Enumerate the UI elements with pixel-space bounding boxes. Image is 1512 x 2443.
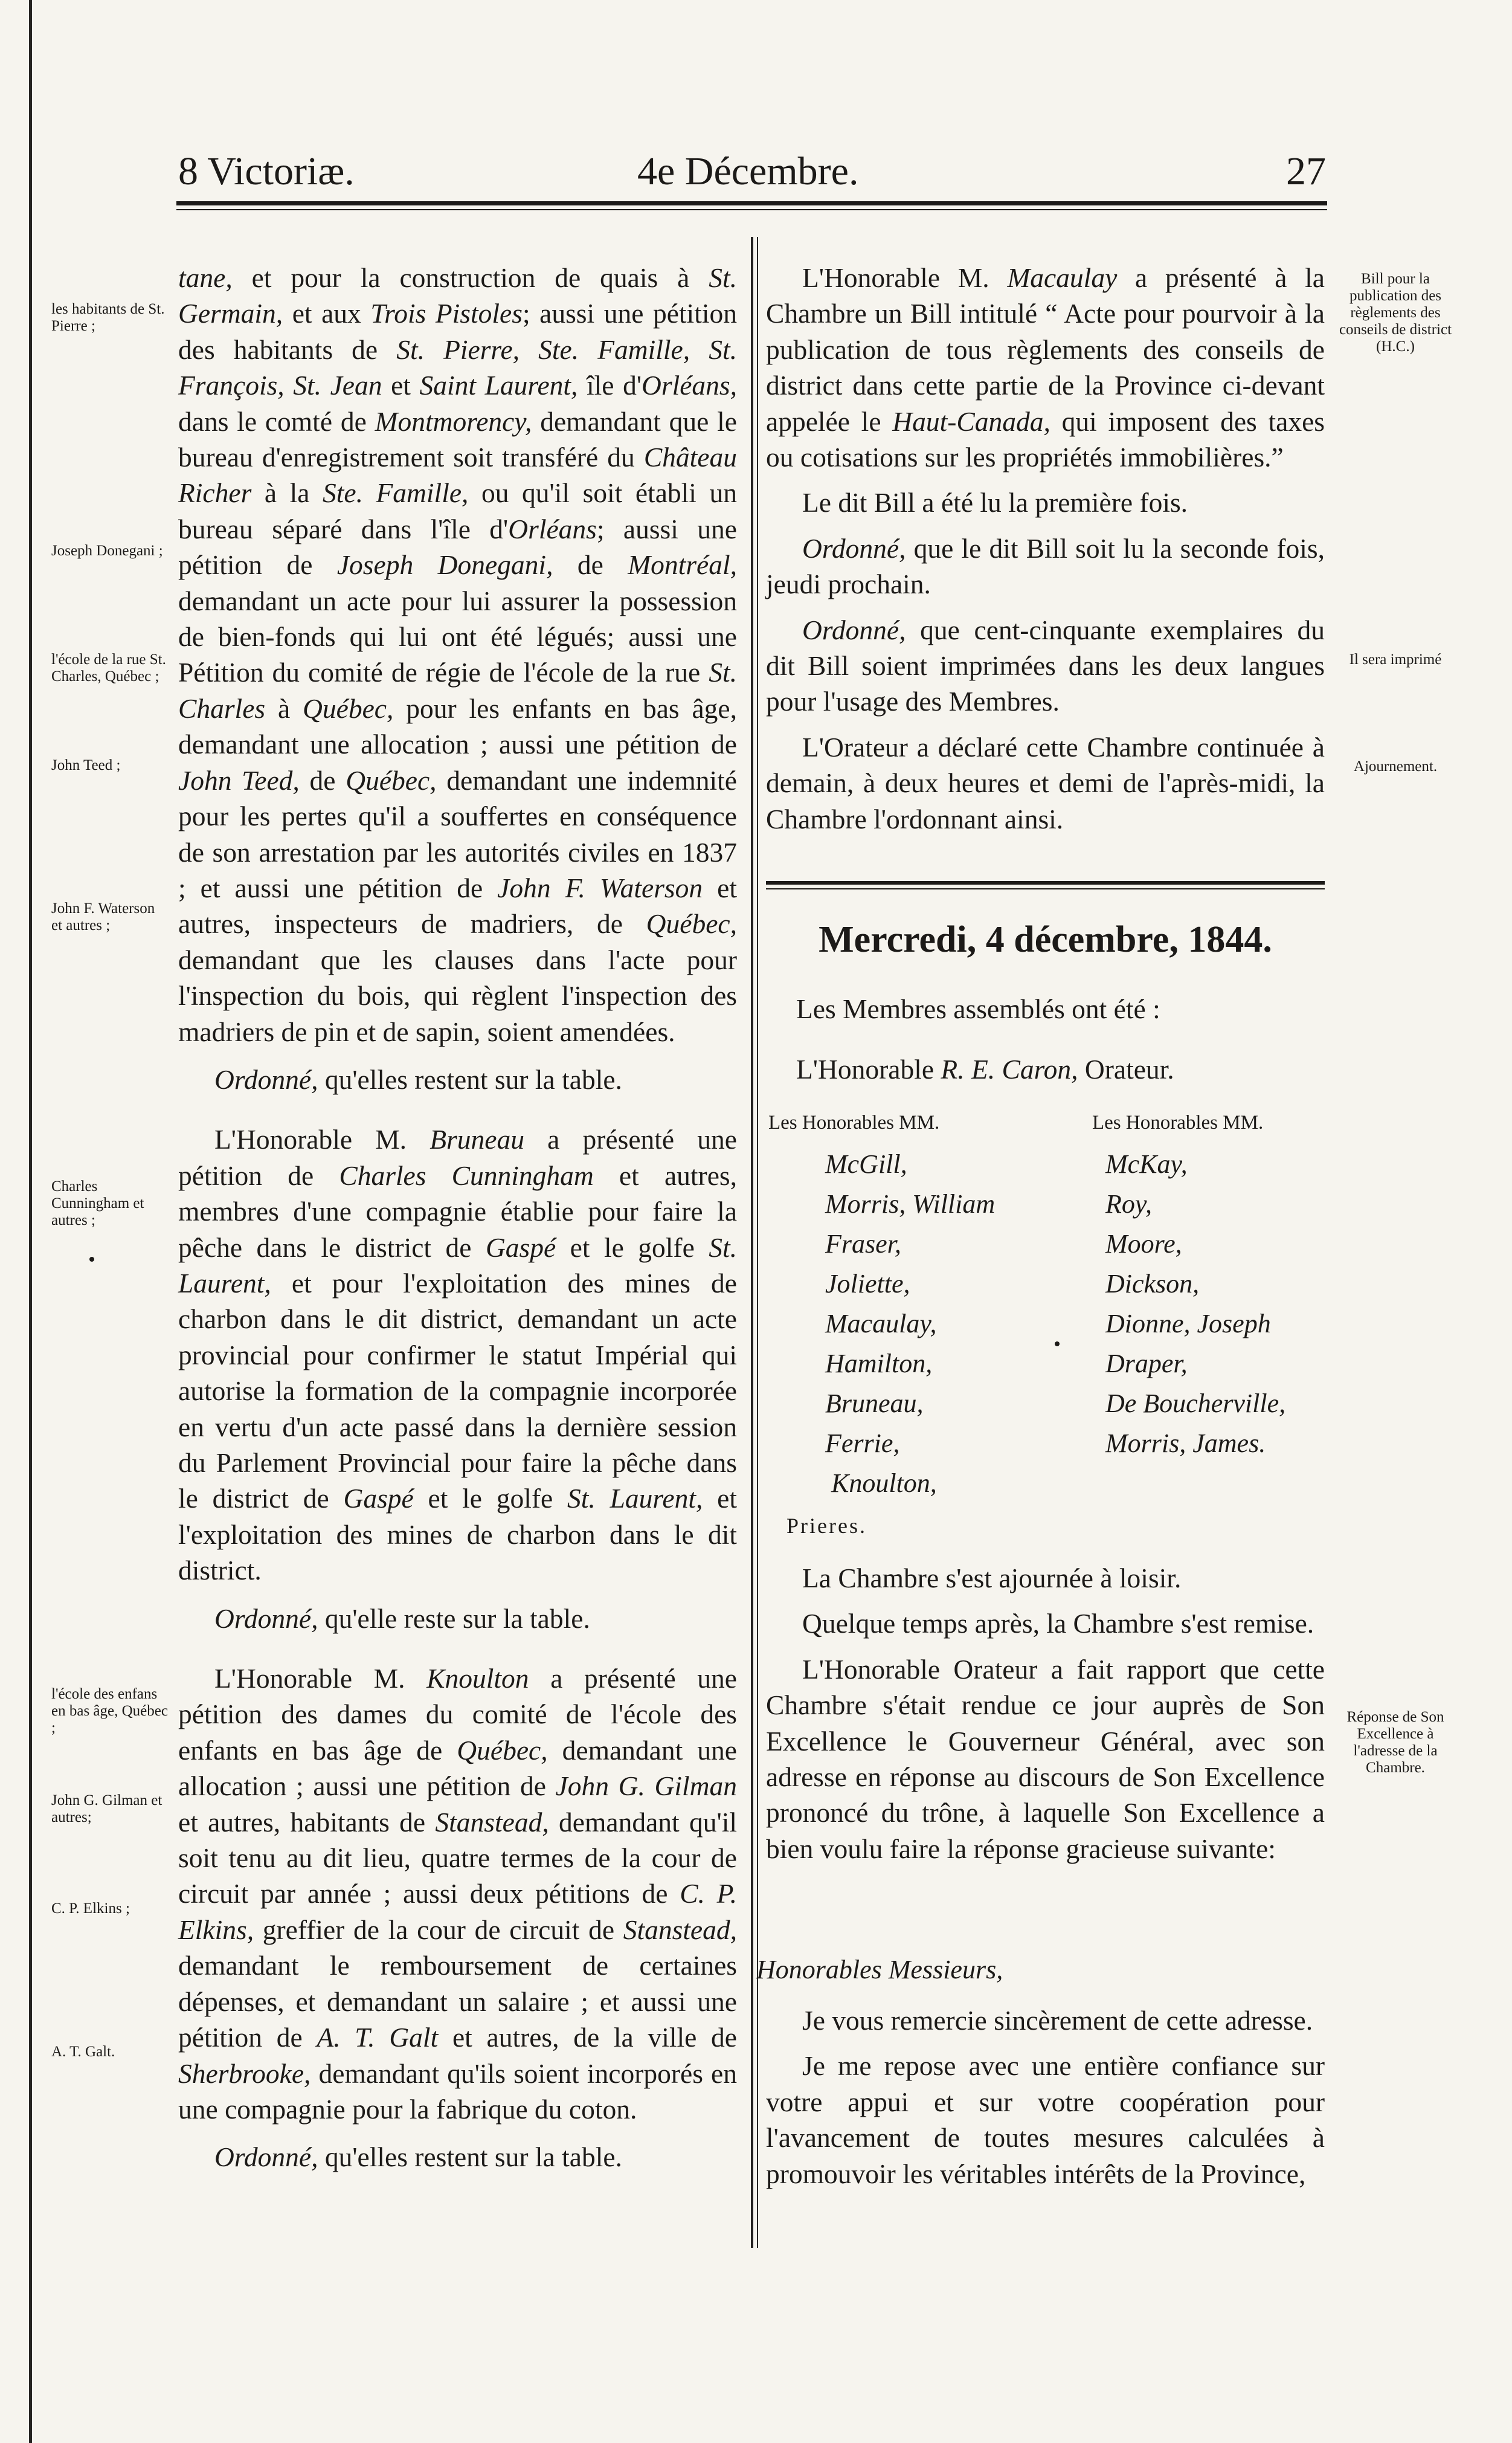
reply-thanks: Je vous remercie sincèrement de cette adresse. [802, 2005, 1313, 2036]
page-number: 27 [1286, 149, 1326, 193]
member-name: Moore, [1105, 1229, 1182, 1259]
margin-note: Il sera imprimé [1349, 651, 1442, 668]
header-regnal-year: 8 Victoriæ. [178, 149, 355, 193]
member-name: Ferrie, [825, 1428, 900, 1458]
ink-mark [1055, 1341, 1060, 1346]
column-divider [751, 237, 753, 2248]
member-name: Morris, William [825, 1189, 996, 1219]
order-paragraph: Ordonné, qu'elle reste sur la table. [214, 1602, 590, 1634]
members-assembled: Les Membres assemblés ont été : [796, 993, 1160, 1024]
reply-text [766, 2002, 1325, 2192]
header-rule [176, 201, 1327, 205]
member-name: Bruneau, [825, 1389, 924, 1418]
member-name: Dickson, [1105, 1269, 1200, 1299]
margin-note: John Teed ; [51, 757, 121, 773]
member-name: Macaulay, [825, 1309, 937, 1338]
member-name: Roy, [1105, 1189, 1152, 1219]
order-printing: Ordonné, que cent-cinquante exemplaires du dit Bill soient imprimées dans les deux langues pour l'usage des Membres. [766, 614, 1325, 717]
left-column [178, 260, 737, 2175]
resumed: Quelque temps après, la Chambre s'est remise. [802, 1608, 1314, 1639]
ink-mark [89, 1257, 94, 1262]
margin-note: A. T. Galt. [51, 2044, 115, 2060]
order-second-reading: Ordonné, que le dit Bill soit lu la seconde fois, jeudi prochain. [766, 532, 1325, 600]
member-name: Joliette, [825, 1269, 910, 1299]
member-name: Fraser, [825, 1229, 901, 1259]
members-heading-left: Les Honorables MM. [768, 1112, 940, 1134]
speaker-line: L'Honorable R. E. Caron, Orateur. [796, 1054, 1174, 1085]
margin-note: les habitants de St. Pierre ; [51, 301, 165, 334]
margin-note: Ajournement. [1353, 758, 1438, 775]
member-name: McGill, [825, 1149, 907, 1179]
order-paragraph: Ordonné, qu'elles restent sur la table. [214, 2141, 622, 2173]
page-spine [29, 0, 32, 2443]
right-column-bottom [766, 1560, 1325, 1867]
paragraph-bruneau: L'Honorable M. Bruneau a présenté une pétition de Charles Cunningham et autres, membres d'une compagnie établie pour faire la pêche dans le district de Gaspé et le golfe St. Laurent, et pour l'exploitation des mines de charbon dans le dit district, demandant un acte provincial pour confirmer le statut Impérial qui autorise la formation de la compagnie incorporée en vertu d'un acte passé dans la dernière session du Parlement Provincial pour faire la pêche dans le district de Gaspé et le golfe St. Laurent, et l'exploitation des mines de charbon dans le dit district. [178, 1124, 738, 1586]
order-paragraph: Ordonné, qu'elles restent sur la table. [214, 1063, 622, 1095]
right-column-top [766, 260, 1325, 837]
margin-note: C. P. Elkins ; [51, 1900, 130, 1917]
section-rule-thin [766, 888, 1325, 889]
header-date: 4e Décembre. [637, 149, 859, 193]
page-header [178, 149, 1326, 197]
first-reading: Le dit Bill a été lu la première fois. [802, 487, 1188, 518]
paragraph-macaulay-bill: L'Honorable M. Macaulay a présenté à la Chambre un Bill intitulé “ Acte pour pourvoir à la publication de tous règlements des conseils de district dans cette partie de la Province ci-devant appelée le Haut-Canada, qui imposent des taxes ou cotisations sur les propriétés immobilières.” [766, 262, 1325, 473]
paragraph-petitions: tane, et pour la construction de quais à St. Germain, et aux Trois Pistoles; aussi une pétition des habitants de St. Pierre, Ste. Famille, St. François, St. Jean et Saint Laurent, île d'Orléans, dans le comté de Montmorency, demandant que le bureau d'enregistrement soit transféré du Château Richer à la Ste. Famille, ou qu'il soit établi un bureau séparé dans l'île d'Orléans; aussi une pétition de Joseph Donegani, de Montréal, demandant un acte pour lui assurer la possession de bien-fonds qui lui ont été légués; aussi une Pétition du comité de régie de l'école de la rue St. Charles à Québec, pour les enfants en bas âge, demandant une allocation ; aussi une pétition de John Teed, de Québec, demandant une indemnité pour les pertes qu'il a souffertes en conséquence de son arrestation par les autorités civiles en 1837 ; et aussi une pétition de John F. Waterson et autres, inspecteurs de madriers, de Québec, demandant que les clauses dans l'acte pour l'inspection du bois, qui règlent l'inspection des madriers de pin et de sapin, soient amendées. [178, 262, 737, 1047]
margin-note: l'école des enfans en bas âge, Québec ; [51, 1686, 168, 1736]
section-rule [766, 881, 1325, 885]
margin-note: Joseph Donegani ; [51, 543, 163, 559]
recess: La Chambre s'est ajournée à loisir. [802, 1563, 1182, 1593]
margin-note: Bill pour la publication des règlements des conseils de district (H.C.) [1339, 271, 1452, 355]
member-name: De Boucherville, [1105, 1389, 1286, 1418]
margin-note: Réponse de Son Excellence à l'adresse de la Chambre. [1346, 1709, 1444, 1776]
header-rule-thin [176, 209, 1327, 210]
paragraph-knoulton: L'Honorable M. Knoulton a présenté une pétition des dames du comité de l'école des enfants en bas âge de Québec, demandant une allocation ; aussi une pétition de John G. Gilman et autres, habitants de Stanstead, demandant qu'il soit tenu au dit lieu, quatre termes de la cour de circuit par année ; aussi deux pétitions de C. P. Elkins, greffier de la cour de circuit de Stanstead, demandant le remboursement de certaines dépenses, et demandant un salaire ; et aussi une pétition de A. T. Galt et autres, de la ville de Sherbrooke, demandant qu'ils soient incorporés en une compagnie pour la fabrique du coton. [178, 1663, 737, 2125]
member-name: Knoulton, [831, 1468, 937, 1498]
member-name: Morris, James. [1105, 1428, 1266, 1458]
adjournment: L'Orateur a déclaré cette Chambre continuée à demain, à deux heures et demi de l'après-midi, la Chambre l'ordonnant ainsi. [766, 731, 1325, 834]
speaker-report: L'Honorable Orateur a fait rapport que cette Chambre s'était rendue ce jour auprès de Son Excellence le Gouverneur Général, avec son adresse en réponse au discours de Son Excellence prononcé du trône, à laquelle Son Excellence a bien voulu faire la réponse gracieuse suivante: [766, 1653, 1325, 1864]
margin-note: John F. Waterson et autres ; [51, 900, 155, 934]
reply-confidence: Je me repose avec une entière confiance sur votre appui et sur votre coopération pour l'avancement de toutes mesures calculées à promouvoir les véritables intérêts de la Province, [766, 2050, 1325, 2189]
margin-note: l'école de la rue St. Charles, Québec ; [51, 651, 166, 685]
prayers-heading: Prieres. [787, 1514, 867, 1538]
member-name: McKay, [1105, 1149, 1188, 1179]
member-name: Draper, [1105, 1349, 1188, 1378]
margin-note: John G. Gilman et autres; [51, 1792, 162, 1825]
members-heading-right: Les Honorables MM. [1092, 1112, 1264, 1134]
salutation: Honorables Messieurs, [756, 1955, 1003, 1984]
member-name: Hamilton, [825, 1349, 933, 1378]
section-title: Mercredi, 4 décembre, 1844. [819, 919, 1272, 960]
member-name: Dionne, Joseph [1105, 1309, 1271, 1338]
column-divider-thin [757, 237, 758, 2248]
margin-note: Charles Cunningham et autres ; [51, 1178, 144, 1228]
